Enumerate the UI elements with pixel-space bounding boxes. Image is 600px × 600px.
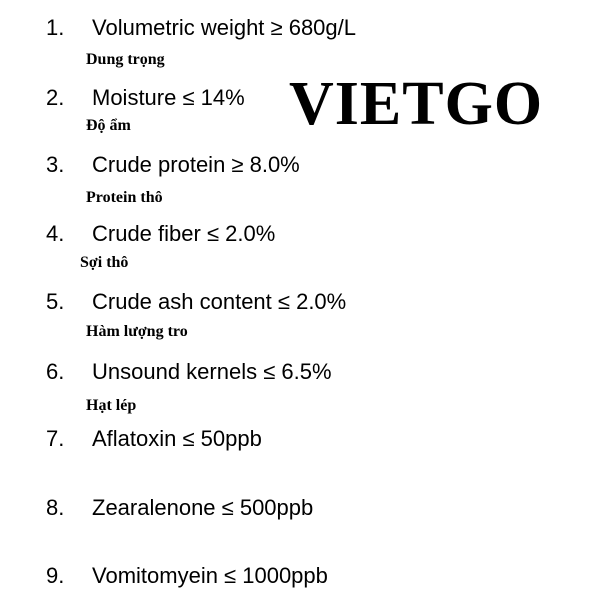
item-text: Crude ash content ≤ 2.0%	[92, 289, 347, 314]
item-text: Volumetric weight ≥ 680g/L	[92, 15, 356, 40]
item-vietnamese-label: Độ ẩm	[86, 117, 131, 134]
item-text: Aflatoxin ≤ 50ppb	[92, 426, 262, 451]
item-text: Moisture ≤ 14%	[92, 85, 245, 110]
item-number: 3.	[46, 152, 65, 177]
item-number: 9.	[46, 563, 65, 588]
brand-logo-text: VIETGO	[289, 70, 544, 138]
item-text: Crude fiber ≤ 2.0%	[92, 221, 276, 246]
item-text: Unsound kernels ≤ 6.5%	[92, 359, 332, 384]
item-vietnamese-label: Protein thô	[86, 189, 163, 206]
item-vietnamese-label: Dung trọng	[86, 51, 165, 68]
item-text: Crude protein ≥ 8.0%	[92, 152, 300, 177]
item-vietnamese-label: Hạt lép	[86, 397, 137, 414]
item-number: 5.	[46, 289, 65, 314]
item-number: 8.	[46, 495, 65, 520]
item-number: 2.	[46, 85, 65, 110]
item-vietnamese-label: Hàm lượng tro	[86, 323, 188, 340]
item-number: 7.	[46, 426, 65, 451]
item-text: Zearalenone ≤ 500ppb	[92, 495, 314, 520]
item-number: 6.	[46, 359, 65, 384]
item-text: Vomitomyein ≤ 1000ppb	[92, 563, 328, 588]
item-number: 4.	[46, 221, 65, 246]
item-vietnamese-label: Sợi thô	[80, 254, 129, 271]
item-number: 1.	[46, 15, 65, 40]
